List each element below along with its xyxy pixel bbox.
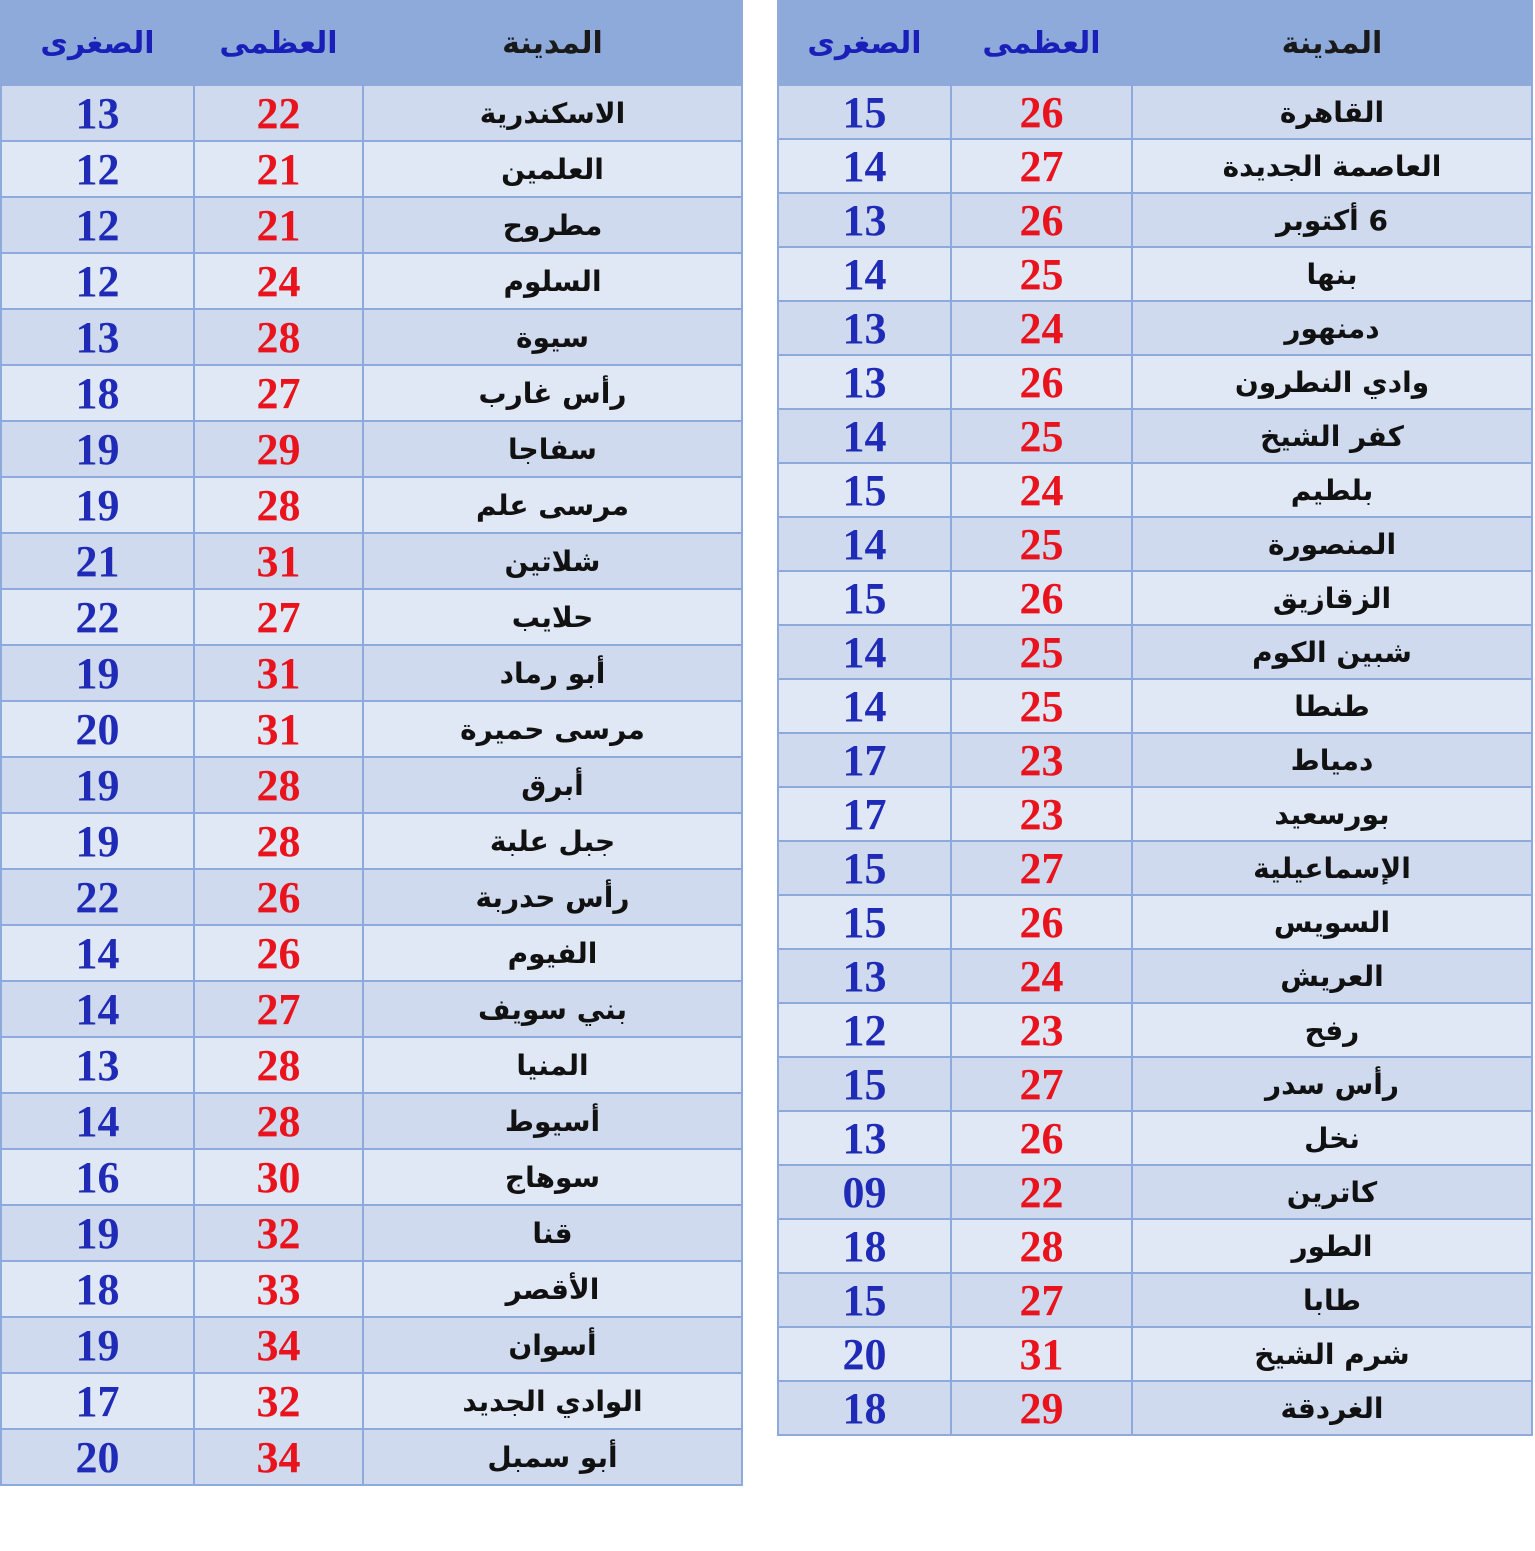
table-row	[1, 1037, 742, 1093]
table-row	[1, 477, 742, 533]
max-temp-cell: 24	[951, 949, 1132, 1003]
city-name-cell: دمنهور	[1132, 301, 1532, 355]
table-row	[778, 463, 1532, 517]
table-row	[1, 869, 742, 925]
min-temp-cell: 15	[778, 895, 951, 949]
table-row	[1, 141, 742, 197]
table-row	[778, 787, 1532, 841]
max-temp-cell: 23	[951, 1003, 1132, 1057]
table-row	[1, 757, 742, 813]
max-temp-cell: 22	[951, 1165, 1132, 1219]
min-temp-cell: 17	[1, 1373, 194, 1429]
table-row	[778, 625, 1532, 679]
table-row	[1, 1149, 742, 1205]
max-temp-column-header: العظمى	[951, 1, 1132, 85]
max-temp-cell: 28	[194, 477, 363, 533]
table-row	[1, 589, 742, 645]
city-name-cell: العريش	[1132, 949, 1532, 1003]
max-temp-cell: 23	[951, 733, 1132, 787]
city-name-cell: السلوم	[363, 253, 742, 309]
min-temp-cell: 22	[1, 869, 194, 925]
city-name-cell: المنصورة	[1132, 517, 1532, 571]
max-temp-cell: 27	[194, 589, 363, 645]
min-temp-cell: 14	[778, 247, 951, 301]
city-name-cell: المنيا	[363, 1037, 742, 1093]
min-temp-cell: 13	[1, 1037, 194, 1093]
min-temp-cell: 13	[1, 309, 194, 365]
city-name-cell: طنطا	[1132, 679, 1532, 733]
table-row	[1, 197, 742, 253]
right-table-body	[778, 85, 1532, 1435]
right-temperature-table	[777, 0, 1533, 1436]
city-name-cell: شبين الكوم	[1132, 625, 1532, 679]
city-name-cell: العلمين	[363, 141, 742, 197]
max-temp-cell: 26	[951, 85, 1132, 139]
table-row	[778, 679, 1532, 733]
max-temp-cell: 26	[951, 193, 1132, 247]
max-temp-cell: 30	[194, 1149, 363, 1205]
city-name-cell: رفح	[1132, 1003, 1532, 1057]
min-temp-cell: 15	[778, 1273, 951, 1327]
city-name-cell: سيوة	[363, 309, 742, 365]
min-temp-cell: 15	[778, 1057, 951, 1111]
table-row	[1, 813, 742, 869]
max-temp-cell: 28	[194, 813, 363, 869]
max-temp-cell: 25	[951, 247, 1132, 301]
table-row	[778, 1165, 1532, 1219]
city-name-cell: الطور	[1132, 1219, 1532, 1273]
min-temp-cell: 22	[1, 589, 194, 645]
max-temp-cell: 26	[194, 925, 363, 981]
city-name-cell: دمياط	[1132, 733, 1532, 787]
max-temp-cell: 27	[951, 841, 1132, 895]
city-name-cell: مرسى علم	[363, 477, 742, 533]
table-row	[1, 925, 742, 981]
min-temp-cell: 13	[1, 85, 194, 141]
city-name-cell: جبل علبة	[363, 813, 742, 869]
min-temp-cell: 12	[778, 1003, 951, 1057]
city-name-cell: سفاجا	[363, 421, 742, 477]
city-name-cell: الإسماعيلية	[1132, 841, 1532, 895]
city-name-cell: شرم الشيخ	[1132, 1327, 1532, 1381]
min-temp-cell: 15	[778, 463, 951, 517]
min-temp-cell: 20	[778, 1327, 951, 1381]
table-row	[1, 1429, 742, 1485]
max-temp-cell: 26	[951, 571, 1132, 625]
max-temp-cell: 26	[951, 895, 1132, 949]
table-row	[1, 1093, 742, 1149]
max-temp-cell: 27	[194, 981, 363, 1037]
table-row	[778, 517, 1532, 571]
min-temp-cell: 19	[1, 813, 194, 869]
table-row	[1, 533, 742, 589]
table-row	[1, 981, 742, 1037]
min-temp-cell: 17	[778, 733, 951, 787]
max-temp-cell: 31	[194, 645, 363, 701]
min-temp-cell: 20	[1, 701, 194, 757]
max-temp-cell: 28	[194, 309, 363, 365]
max-temp-cell: 29	[951, 1381, 1132, 1435]
max-temp-column-header: العظمى	[194, 1, 363, 85]
max-temp-cell: 28	[194, 1093, 363, 1149]
table-row	[778, 1111, 1532, 1165]
min-temp-cell: 17	[778, 787, 951, 841]
city-name-cell: بورسعيد	[1132, 787, 1532, 841]
city-name-cell: أسيوط	[363, 1093, 742, 1149]
max-temp-cell: 27	[194, 365, 363, 421]
max-temp-cell: 28	[194, 1037, 363, 1093]
min-temp-cell: 12	[1, 197, 194, 253]
left-table-body	[1, 85, 742, 1485]
city-name-cell: وادي النطرون	[1132, 355, 1532, 409]
table-row	[778, 301, 1532, 355]
min-temp-cell: 14	[778, 625, 951, 679]
city-name-cell: الغردقة	[1132, 1381, 1532, 1435]
min-temp-cell: 14	[778, 517, 951, 571]
min-temp-cell: 12	[1, 141, 194, 197]
max-temp-cell: 34	[194, 1317, 363, 1373]
table-row	[1, 365, 742, 421]
max-temp-cell: 24	[951, 301, 1132, 355]
table-header-row	[778, 1, 1532, 85]
table-row	[778, 733, 1532, 787]
min-temp-cell: 18	[1, 1261, 194, 1317]
min-temp-cell: 12	[1, 253, 194, 309]
min-temp-cell: 14	[1, 1093, 194, 1149]
city-column-header: المدينة	[363, 1, 742, 85]
city-name-cell: شلاتين	[363, 533, 742, 589]
city-name-cell: بني سويف	[363, 981, 742, 1037]
city-name-cell: القاهرة	[1132, 85, 1532, 139]
max-temp-cell: 27	[951, 1057, 1132, 1111]
max-temp-cell: 28	[951, 1219, 1132, 1273]
max-temp-cell: 25	[951, 517, 1132, 571]
max-temp-cell: 21	[194, 141, 363, 197]
table-row	[1, 645, 742, 701]
table-row	[778, 1003, 1532, 1057]
city-name-cell: مرسى حميرة	[363, 701, 742, 757]
min-temp-cell: 21	[1, 533, 194, 589]
table-row	[778, 1327, 1532, 1381]
max-temp-cell: 31	[951, 1327, 1132, 1381]
table-row	[778, 139, 1532, 193]
city-name-cell: رأس حدربة	[363, 869, 742, 925]
table-row	[778, 1273, 1532, 1327]
min-temp-cell: 13	[778, 1111, 951, 1165]
min-temp-cell: 14	[778, 409, 951, 463]
min-temp-cell: 13	[778, 301, 951, 355]
max-temp-cell: 26	[951, 355, 1132, 409]
max-temp-cell: 33	[194, 1261, 363, 1317]
table-row	[778, 409, 1532, 463]
min-temp-cell: 15	[778, 571, 951, 625]
city-name-cell: أبرق	[363, 757, 742, 813]
table-row	[1, 1373, 742, 1429]
city-name-cell: حلايب	[363, 589, 742, 645]
city-name-cell: مطروح	[363, 197, 742, 253]
table-row	[1, 85, 742, 141]
max-temp-cell: 31	[194, 533, 363, 589]
min-temp-cell: 19	[1, 1205, 194, 1261]
max-temp-cell: 21	[194, 197, 363, 253]
table-header-row	[1, 1, 742, 85]
table-row	[778, 1381, 1532, 1435]
city-name-cell: كفر الشيخ	[1132, 409, 1532, 463]
max-temp-cell: 24	[951, 463, 1132, 517]
table-row	[778, 247, 1532, 301]
max-temp-cell: 34	[194, 1429, 363, 1485]
city-name-cell: الفيوم	[363, 925, 742, 981]
city-name-cell: الزقازيق	[1132, 571, 1532, 625]
max-temp-cell: 22	[194, 85, 363, 141]
max-temp-cell: 32	[194, 1373, 363, 1429]
table-row	[1, 421, 742, 477]
max-temp-cell: 24	[194, 253, 363, 309]
min-temp-cell: 13	[778, 355, 951, 409]
city-name-cell: نخل	[1132, 1111, 1532, 1165]
min-temp-cell: 19	[1, 757, 194, 813]
table-row	[778, 895, 1532, 949]
table-row	[1, 701, 742, 757]
table-row	[778, 571, 1532, 625]
table-row	[778, 841, 1532, 895]
min-temp-cell: 16	[1, 1149, 194, 1205]
table-row	[1, 1205, 742, 1261]
min-temp-column-header: الصغرى	[778, 1, 951, 85]
city-name-cell: الوادي الجديد	[363, 1373, 742, 1429]
table-row	[778, 1057, 1532, 1111]
min-temp-cell: 09	[778, 1165, 951, 1219]
city-name-cell: أسوان	[363, 1317, 742, 1373]
min-temp-cell: 13	[778, 193, 951, 247]
max-temp-cell: 27	[951, 1273, 1132, 1327]
max-temp-cell: 26	[951, 1111, 1132, 1165]
left-temperature-table	[0, 0, 743, 1486]
min-temp-cell: 19	[1, 477, 194, 533]
table-row	[1, 309, 742, 365]
min-temp-cell: 18	[1, 365, 194, 421]
city-name-cell: الأقصر	[363, 1261, 742, 1317]
min-temp-cell: 19	[1, 645, 194, 701]
city-name-cell: بنها	[1132, 247, 1532, 301]
min-temp-cell: 18	[778, 1219, 951, 1273]
min-temp-cell: 20	[1, 1429, 194, 1485]
table-row	[778, 85, 1532, 139]
min-temp-cell: 18	[778, 1381, 951, 1435]
min-temp-cell: 19	[1, 1317, 194, 1373]
min-temp-cell: 15	[778, 841, 951, 895]
city-name-cell: طابا	[1132, 1273, 1532, 1327]
city-name-cell: رأس سدر	[1132, 1057, 1532, 1111]
table-row	[778, 1219, 1532, 1273]
table-row	[1, 253, 742, 309]
min-temp-column-header: الصغرى	[1, 1, 194, 85]
max-temp-cell: 26	[194, 869, 363, 925]
city-name-cell: السويس	[1132, 895, 1532, 949]
min-temp-cell: 19	[1, 421, 194, 477]
city-name-cell: كاترين	[1132, 1165, 1532, 1219]
max-temp-cell: 31	[194, 701, 363, 757]
max-temp-cell: 25	[951, 679, 1132, 733]
city-name-cell: رأس غارب	[363, 365, 742, 421]
city-column-header: المدينة	[1132, 1, 1532, 85]
table-row	[778, 949, 1532, 1003]
max-temp-cell: 25	[951, 409, 1132, 463]
max-temp-cell: 23	[951, 787, 1132, 841]
table-row	[778, 355, 1532, 409]
max-temp-cell: 27	[951, 139, 1132, 193]
max-temp-cell: 32	[194, 1205, 363, 1261]
table-row	[1, 1317, 742, 1373]
min-temp-cell: 14	[778, 679, 951, 733]
max-temp-cell: 28	[194, 757, 363, 813]
max-temp-cell: 25	[951, 625, 1132, 679]
city-name-cell: سوهاج	[363, 1149, 742, 1205]
min-temp-cell: 14	[1, 925, 194, 981]
city-name-cell: 6 أكتوبر	[1132, 193, 1532, 247]
city-name-cell: قنا	[363, 1205, 742, 1261]
min-temp-cell: 13	[778, 949, 951, 1003]
table-row	[778, 193, 1532, 247]
min-temp-cell: 14	[1, 981, 194, 1037]
city-name-cell: الاسكندرية	[363, 85, 742, 141]
city-name-cell: بلطيم	[1132, 463, 1532, 517]
city-name-cell: أبو سمبل	[363, 1429, 742, 1485]
min-temp-cell: 14	[778, 139, 951, 193]
city-name-cell: العاصمة الجديدة	[1132, 139, 1532, 193]
table-row	[1, 1261, 742, 1317]
max-temp-cell: 29	[194, 421, 363, 477]
city-name-cell: أبو رماد	[363, 645, 742, 701]
min-temp-cell: 15	[778, 85, 951, 139]
